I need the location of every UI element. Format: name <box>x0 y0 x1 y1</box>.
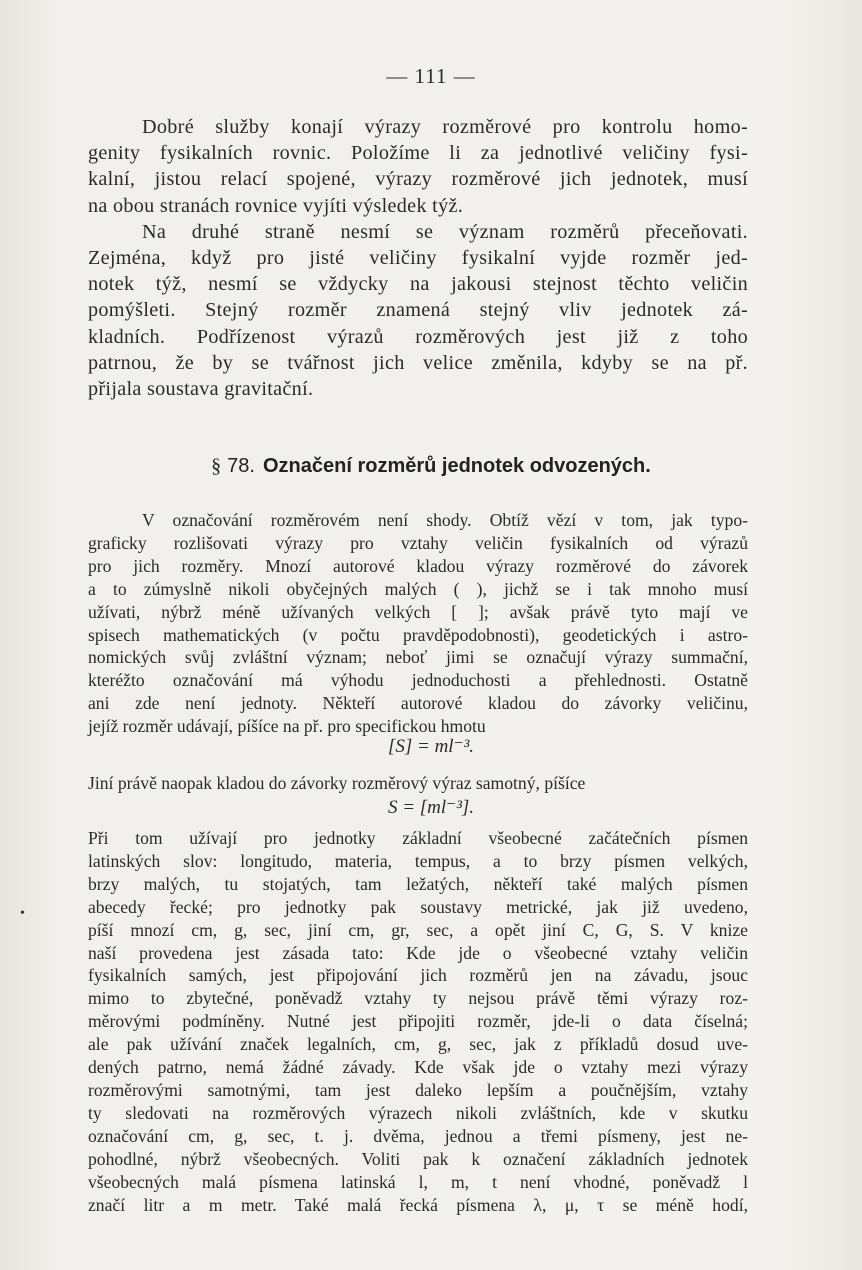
text-line: a to zúmyslně nikoli obyčejných malých ( ), jichž se i tak mnoho musí <box>88 578 748 599</box>
page-number: — 111 — <box>386 64 476 88</box>
text-line: dených patrno, nemá žádné závady. Kde však jde o vztahy mezi výrazy <box>88 1057 748 1078</box>
section-number: 78. <box>227 455 255 477</box>
text-line: rozměrovými samotnými, tam jest daleko lepším a poučnějším, vztahy <box>88 1079 748 1100</box>
text-line: graficky rozlišovati výrazy pro vztahy veličin fysikalních od výrazů <box>88 532 748 553</box>
text-line: značí litr a m metr. Také malá řecká písmena λ, μ, τ se méně hodí, <box>88 1194 748 1215</box>
text-line: brzy malých, tu stojatých, tam ležatých, někteří také malých písmen <box>88 873 748 894</box>
text-line: kteréžto označování má výhodu jednoduchosti a přehlednosti. Ostatně <box>88 670 748 691</box>
text-line: Jiní právě naopak kladou do závorky rozměrový výraz samotný, píšíce <box>88 773 586 793</box>
text-line: patrnou, že by se tvářnost jich velice změnila, kdyby se na př. <box>88 351 748 374</box>
text-line: V označování rozměrovém není shody. Obtíž vězí v tom, jak typo- <box>142 510 748 530</box>
text-line: na obou stranách rovnice vyjíti výsledek týž. <box>88 194 464 217</box>
text-line: spisech mathematických (v počtu pravděpodobnosti), geodetických i astro- <box>88 624 748 645</box>
text-line: užívati, nýbrž méně užívaných velkých [ ]; avšak právě tyto mají ve <box>88 601 748 622</box>
text-line: přijala soustava gravitační. <box>88 378 314 401</box>
text-line: ty sledovati na rozměrových výrazech nikoli zvláštních, kde v skutku <box>88 1102 748 1123</box>
text-line: nomických svůj zvláštní význam; neboť jimi se označují výrazy summační, <box>88 647 748 668</box>
formula-specific-mass: [S] = ml⁻³. <box>387 736 475 757</box>
text-line: Na druhé straně nesmí se význam rozměrů přeceňovati. <box>142 220 748 243</box>
text-line: kladních. Podřízenost výrazů rozměrových jest již z toho <box>88 325 748 348</box>
paragraph-intro <box>88 114 748 402</box>
text-line: abecedy řecké; pro jednotky pak soustavy metrické, jak již uvedeno, <box>88 896 748 917</box>
text-line: kalní, jistou relací spojené, výrazy rozměrové jich jednotek, musí <box>88 168 748 191</box>
text-line: Zejména, když pro jisté veličiny fysikalní vyjde rozměr jed- <box>88 247 748 270</box>
text-line: označování cm, g, sec, t. j. dvěma, jednou a třemi písmeny, jest ne- <box>88 1125 748 1146</box>
paragraph-units <box>88 827 748 1216</box>
text-line: pohodlné, nýbrž všeobecných. Voliti pak k označení základních jednotek <box>88 1148 748 1169</box>
text-line: fysikalních samých, jest připojování jich rozměrů jen na závadu, jsouc <box>88 965 748 986</box>
text-line: naší provedena jest zásada tato: Kde jde o všeobecné vztahy veličin <box>88 942 748 963</box>
text-line: Dobré služby konají výrazy rozměrové pro kontrolu homo- <box>142 116 748 138</box>
margin-mark: • <box>20 906 25 921</box>
text-line: všeobecných malá písmena latinská l, m, t není vhodné, poněvadž l <box>88 1171 748 1192</box>
text-line: měrovými podmíněny. Nutné jest připojiti rozměr, jde-li o data číselná; <box>88 1011 748 1032</box>
text-line: píší mnozí cm, g, sec, jiní cm, gr, sec, a opět jiní C, G, S. V knize <box>88 919 748 940</box>
text-line: jejíž rozměr udávají, píšíce na př. pro specifickou hmotu <box>88 716 486 737</box>
text-line: latinských slov: longitudo, materia, tempus, a to brzy písmen velkých, <box>88 850 748 871</box>
text-line: mimo to zbytečné, poněvadž vztahy ty nejsou právě těmi výrazy roz- <box>88 988 748 1009</box>
text-line: pomýšleti. Stejný rozměr znamená stejný vliv jednotek zá- <box>88 299 748 322</box>
paragraph-alternative <box>88 772 748 795</box>
section-title: Označení rozměrů jednotek odvozených. <box>262 455 651 477</box>
section-symbol: § <box>211 455 222 477</box>
text-line: ani zde není jednoty. Někteří autorové kladou do závorky veličinu, <box>88 693 748 714</box>
text-line: notek týž, nesmí se vždycky na jakousi stejnost těchto veličin <box>88 273 748 296</box>
paragraph-notation <box>88 509 748 738</box>
section-heading <box>0 455 862 478</box>
text-line: Při tom užívají pro jednotky základní všeobecné začátečních písmen <box>88 828 748 848</box>
text-line: genity fysikalních rovnic. Položíme li za jednotlivé veličiny fysi- <box>88 142 748 165</box>
formula-dimension-bracket: S = [ml⁻³]. <box>387 797 475 818</box>
text-line: pro jich rozměry. Mnozí autorové kladou výrazy rozměrové do závorek <box>88 555 748 576</box>
text-line: ale pak užívání značek legalních, cm, g, sec, jak z příkladů dosud uve- <box>88 1034 748 1055</box>
